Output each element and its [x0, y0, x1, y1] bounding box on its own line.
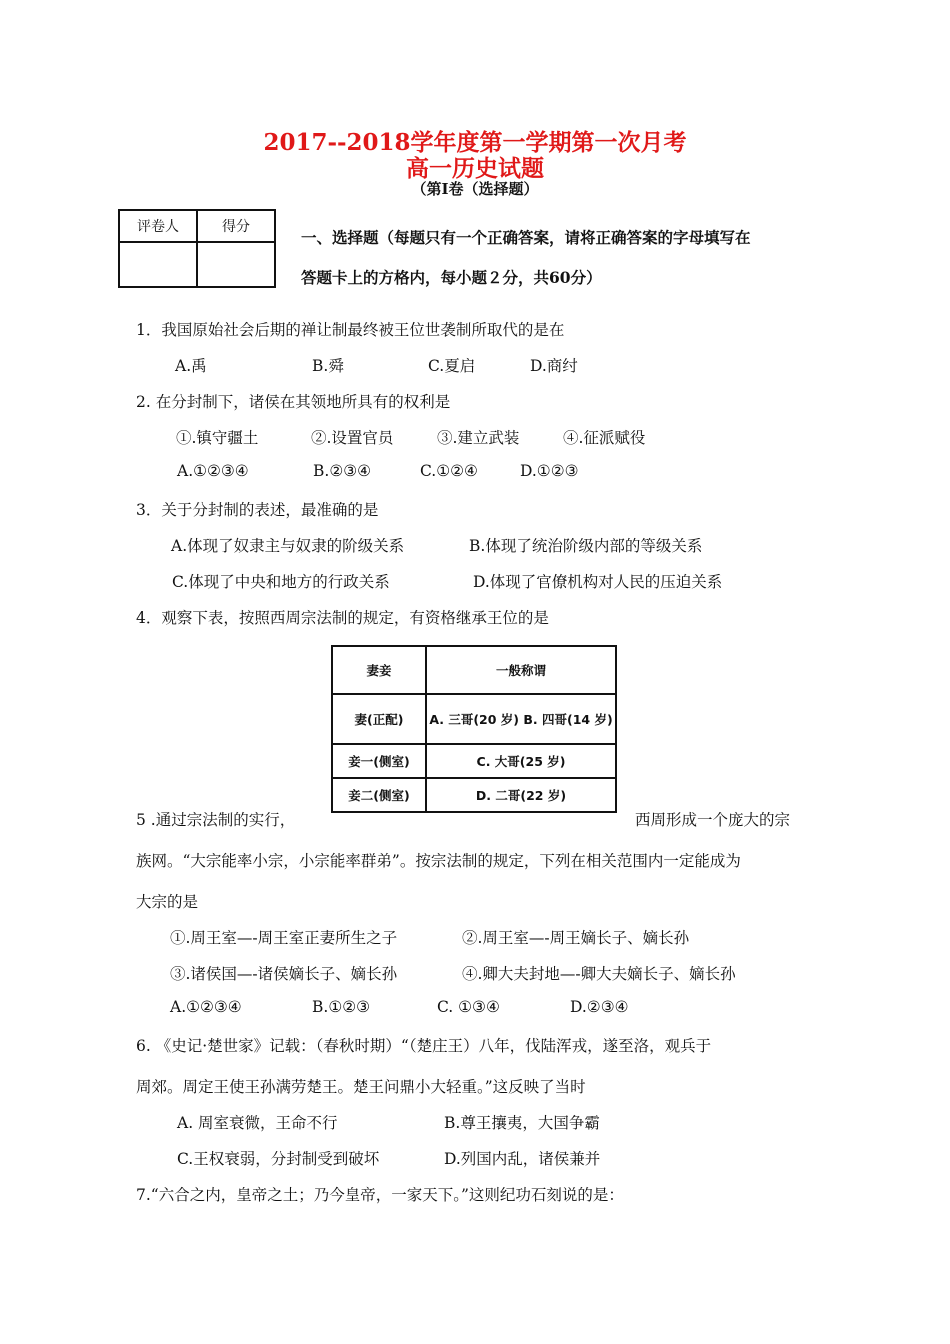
q2-item-4: ④.征派赋役 — [563, 429, 646, 447]
q5-option-c: C. ①③④ — [437, 998, 500, 1016]
q2-option-b: B.②③④ — [313, 462, 372, 480]
q7-stem: 7.“六合之内，皇帝之土；乃今皇帝，一家天下。”这则纪功石刻说的是： — [136, 1186, 624, 1204]
q2-stem: 2. 在分封制下，诸侯在其领地所具有的权利是 — [136, 393, 451, 411]
q5-stem-end: 西周形成一个庞大的宗 — [635, 811, 791, 829]
q6-stem-line1: 6. 《史记·楚世家》记载：（春秋时期）“（楚庄王）八年，伐陆浑戎，遂至洛，观兵于 — [136, 1037, 712, 1055]
q5-option-a: A.①②③④ — [170, 998, 242, 1016]
table-header-title: 一般称谓 — [426, 646, 616, 694]
q5-item-3: ③.诸侯国—-诸侯嫡长子、嫡长孙 — [170, 965, 398, 983]
q1-stem: 1．我国原始社会后期的禅让制最终被王位世袭制所取代的是在 — [136, 321, 565, 339]
exam-subtitle: 高一历史试题 — [406, 155, 544, 182]
q5-stem-line2: 族网。“大宗能率小宗，小宗能率群弟”。按宗法制的规定，下列在相关范围内一定能成为 — [136, 852, 741, 870]
q5-stem-start: 5 .通过宗法制的实行， — [136, 811, 296, 829]
q3-option-a: A.体现了奴隶主与奴隶的阶级关系 — [171, 537, 405, 555]
q2-option-d: D.①②③ — [520, 462, 579, 480]
q3-option-b: B.体现了统治阶级内部的等级关系 — [469, 537, 703, 555]
table-header-spouse: 妻妾 — [332, 646, 426, 694]
section-instruction-line2: 答题卡上的方格内，每小题２分，共60分） — [301, 268, 602, 287]
q2-item-2: ②.设置官员 — [311, 429, 394, 447]
q2-option-a: A.①②③④ — [177, 462, 249, 480]
score-cell — [197, 242, 275, 287]
exam-title: 2017--2018学年度第一学期第一次月考 — [263, 129, 687, 156]
q5-option-b: B.①②③ — [312, 998, 371, 1016]
reviewer-cell — [119, 242, 197, 287]
q5-stem-line3: 大宗的是 — [136, 893, 199, 911]
q4-stem: 4．观察下表，按照西周宗法制的规定，有资格继承王位的是 — [136, 609, 549, 627]
volume-label: （第Ⅰ卷（选择题） — [411, 180, 539, 198]
q1-option-b: B.舜 — [312, 357, 344, 375]
q6-option-c: C.王权衰弱，分封制受到破坏 — [177, 1150, 380, 1168]
score-header: 得分 — [197, 210, 275, 242]
reviewer-header: 评卷人 — [119, 210, 197, 242]
table-cell: 妾一(侧室) — [332, 744, 426, 778]
table-cell: A. 三哥(20 岁) B. 四哥(14 岁) — [426, 694, 616, 744]
q5-item-1: ①.周王室—-周王室正妻所生之子 — [170, 929, 398, 947]
q5-item-4: ④.卿大夫封地—-卿大夫嫡长子、嫡长孙 — [462, 965, 736, 983]
section-instruction-line1: 一、选择题（每题只有一个正确答案，请将正确答案的字母填写在 — [301, 228, 751, 247]
succession-table — [331, 645, 617, 813]
q5-item-2: ②.周王室—-周王嫡长子、嫡长孙 — [462, 929, 690, 947]
table-cell: C. 大哥(25 岁) — [426, 744, 616, 778]
q3-stem: 3．关于分封制的表述，最准确的是 — [136, 501, 379, 519]
q1-option-a: A.禹 — [175, 357, 207, 375]
q1-option-d: D.商纣 — [530, 357, 578, 375]
q3-option-d: D.体现了官僚机构对人民的压迫关系 — [473, 573, 723, 591]
q5-option-d: D.②③④ — [570, 998, 629, 1016]
q6-option-a: A. 周室衰微，王命不行 — [177, 1114, 338, 1132]
q6-option-b: B.尊王攘夷，大国争霸 — [444, 1114, 600, 1132]
q2-item-1: ①.镇守疆土 — [176, 429, 259, 447]
grader-table — [118, 209, 276, 288]
q2-option-c: C.①②④ — [420, 462, 478, 480]
q1-option-c: C.夏启 — [428, 357, 476, 375]
table-cell: 妻(正配) — [332, 694, 426, 744]
table-cell: 妾二(侧室) — [332, 778, 426, 812]
q6-stem-line2: 周郊。周定王使王孙满劳楚王。楚王问鼎小大轻重。”这反映了当时 — [136, 1078, 586, 1096]
table-cell: D. 二哥(22 岁) — [426, 778, 616, 812]
q6-option-d: D.列国内乱，诸侯兼并 — [444, 1150, 601, 1168]
q3-option-c: C.体现了中央和地方的行政关系 — [172, 573, 390, 591]
q2-item-3: ③.建立武装 — [437, 429, 520, 447]
